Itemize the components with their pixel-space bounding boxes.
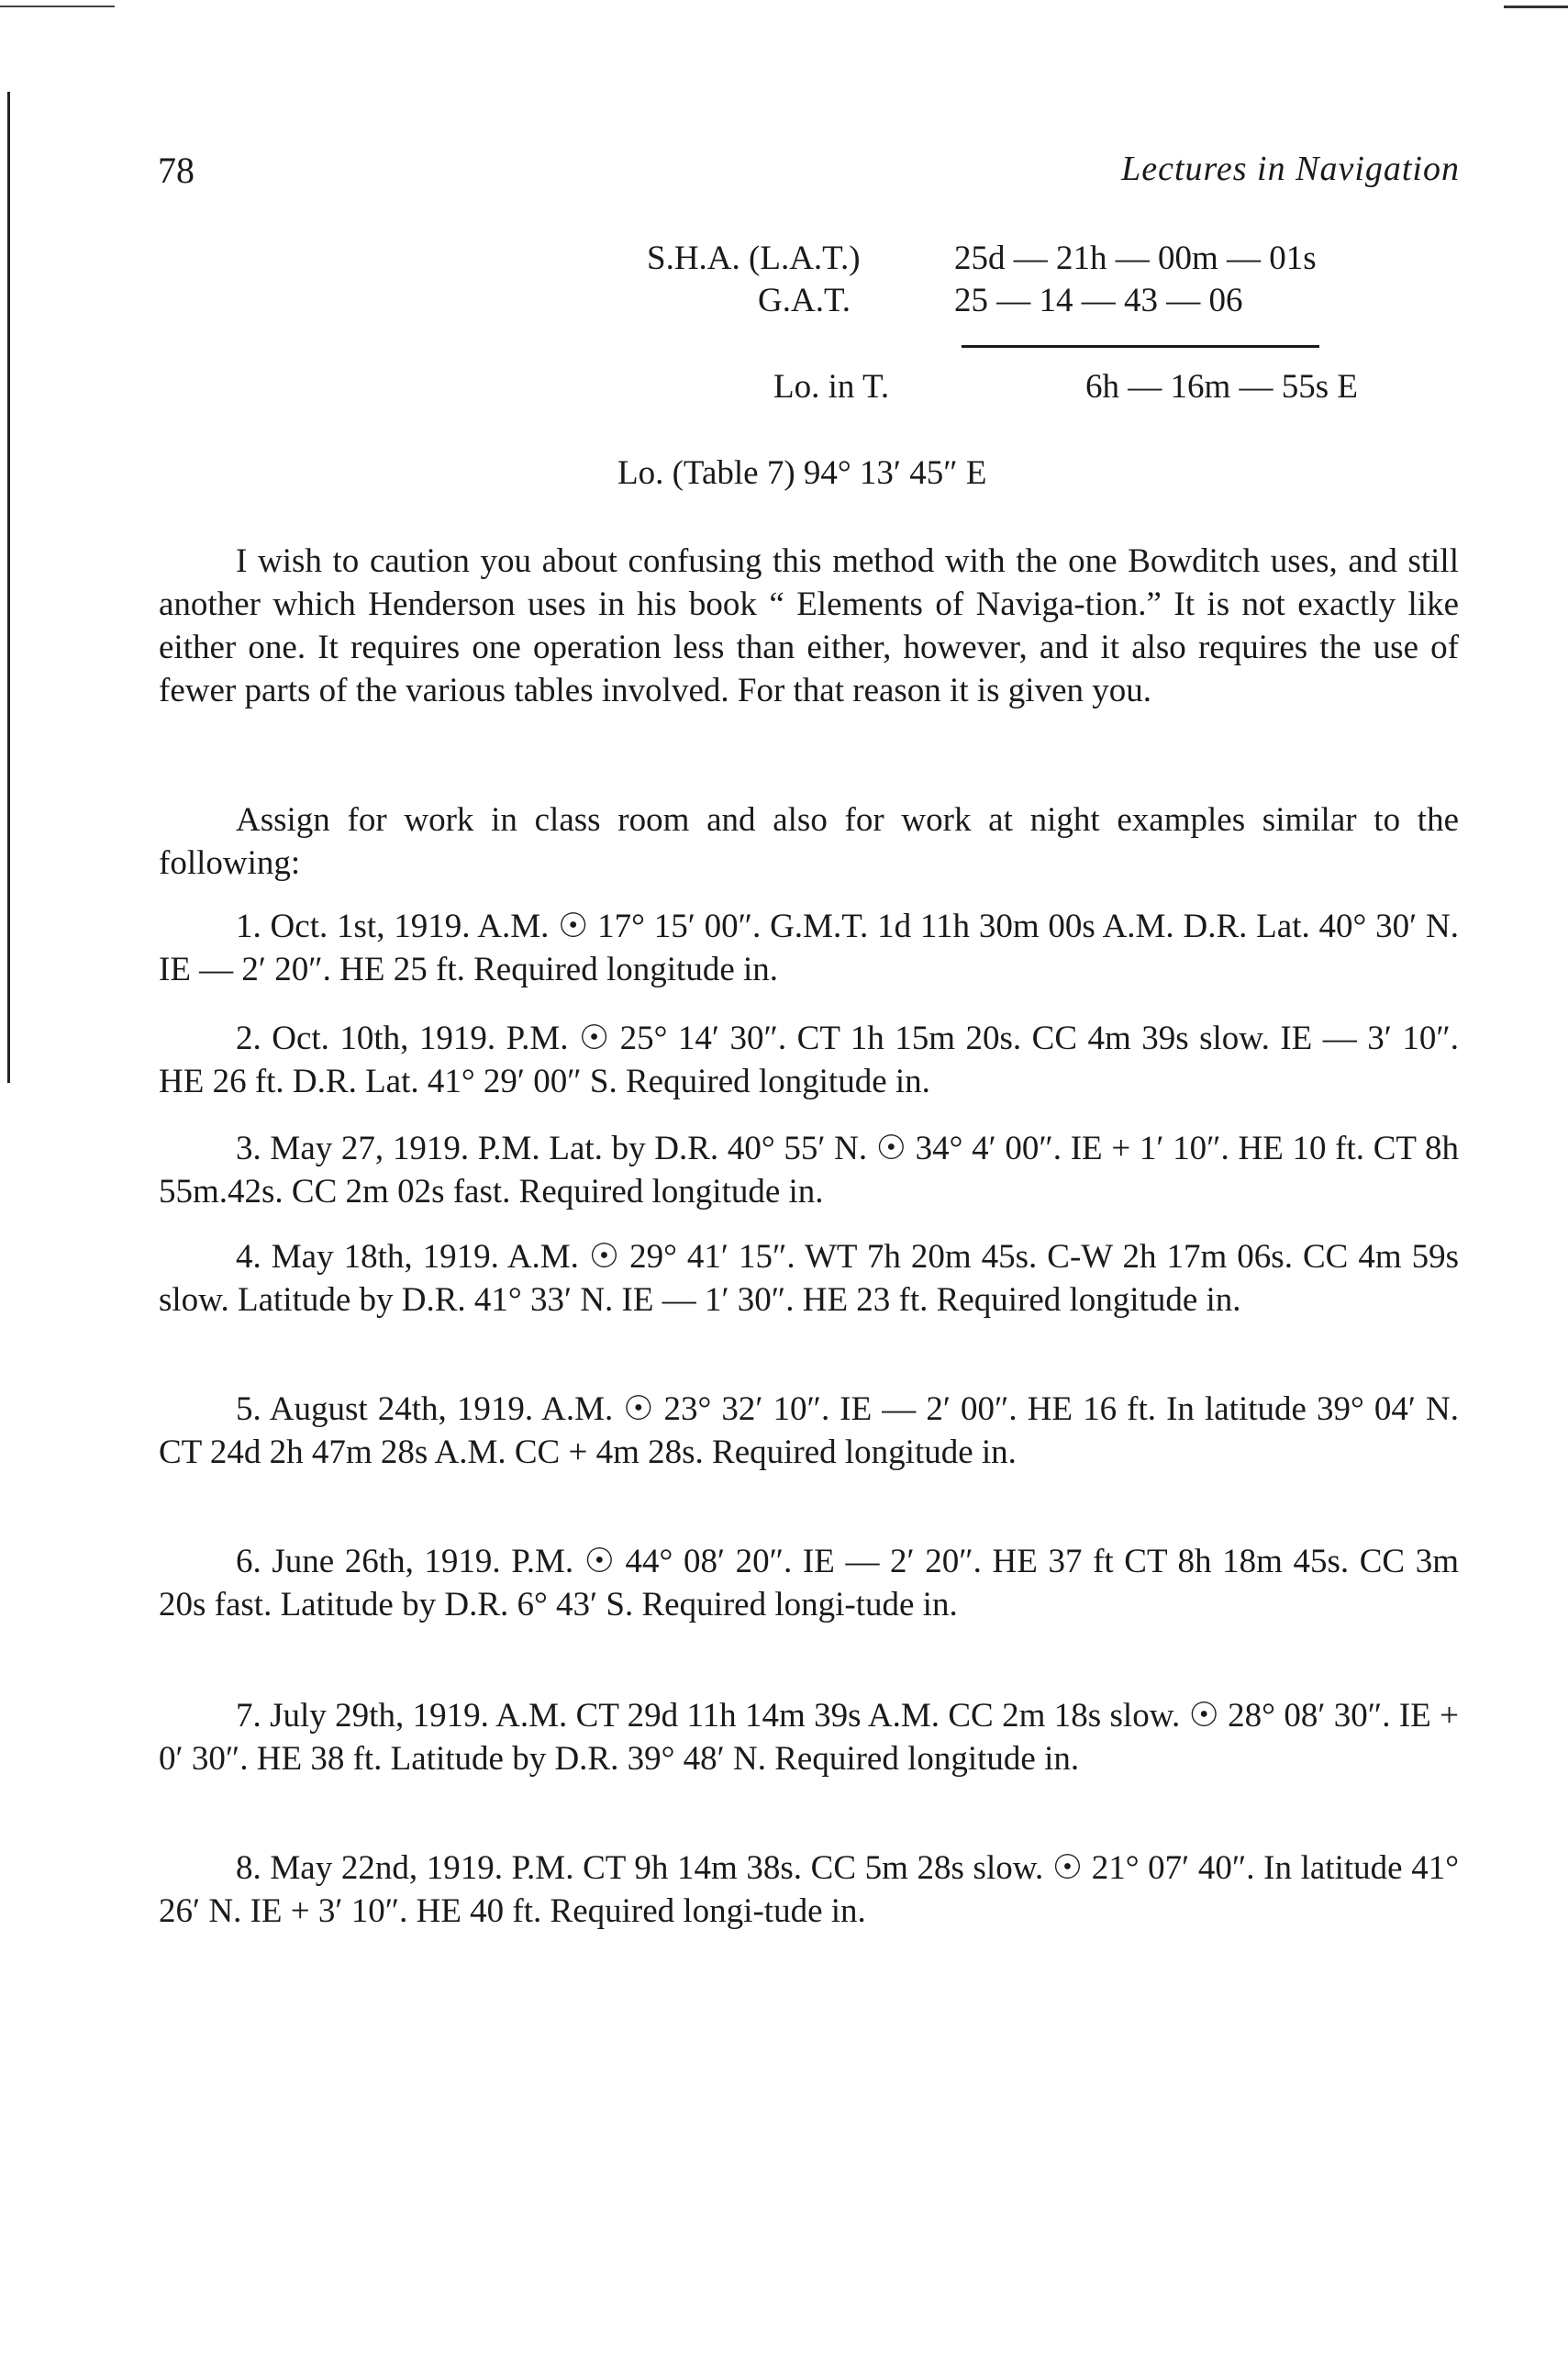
running-title: Lectures in Navigation bbox=[1121, 150, 1460, 188]
exercise-item: 2. Oct. 10th, 1919. P.M. ☉ 25° 14′ 30″. CT 1h 15m 20s. CC 4m 39s slow. IE — 3′ 10″. HE 26 ft. D.R. Lat. 41° 29′ 00″ S. Required longitude in. bbox=[159, 1020, 1459, 1100]
caution-paragraph: I wish to caution you about confusing this method with the one Bowditch uses, and still another which Henderson uses in his book “ Elements of Naviga-tion.” It is not exactly like either one. It requires one operation less than either, however, and it also requires the use of fewer parts of the various tables involved. For that reason it is given you. bbox=[159, 542, 1459, 709]
exercise-item: 5. August 24th, 1919. A.M. ☉ 23° 32′ 10″. IE — 2′ 00″. HE 16 ft. In latitude 39° 04′ N. CT 24d 2h 47m 28s A.M. CC + 4m 28s. Required longitude in. bbox=[159, 1390, 1459, 1471]
gat-label: G.A.T. bbox=[758, 282, 851, 319]
scan-edge-mark bbox=[7, 92, 10, 1083]
lo-in-time-label: Lo. in T. bbox=[773, 368, 890, 406]
exercise-item: 1. Oct. 1st, 1919. A.M. ☉ 17° 15′ 00″. G.M.T. 1d 11h 30m 00s A.M. D.R. Lat. 40° 30′ N. IE — 2′ 20″. HE 25 ft. Required longitude in. bbox=[159, 908, 1459, 988]
exercise-item: 3. May 27, 1919. P.M. Lat. by D.R. 40° 55′ N. ☉ 34° 4′ 00″. IE + 1′ 10″. HE 10 ft. CT 8h 55m.42s. CC 2m 02s fast. Required longitude in. bbox=[159, 1130, 1459, 1210]
exercise-item: 8. May 22nd, 1919. P.M. CT 9h 14m 38s. CC 5m 28s slow. ☉ 21° 07′ 40″. In latitude 41° 26′ N. IE + 3′ 10″. HE 40 ft. Required longi-tude in. bbox=[159, 1849, 1459, 1930]
exercise-item: 6. June 26th, 1919. P.M. ☉ 44° 08′ 20″. IE — 2′ 20″. HE 37 ft CT 8h 18m 45s. CC 3m 20s fast. Latitude by D.R. 6° 43′ S. Required longi-tude in. bbox=[159, 1543, 1459, 1623]
sum-rule bbox=[962, 345, 1319, 348]
sha-label: S.H.A. (L.A.T.) bbox=[647, 240, 861, 277]
exercise-item: 7. July 29th, 1919. A.M. CT 29d 11h 14m 39s A.M. CC 2m 18s slow. ☉ 28° 08′ 30″. IE + 0′ 30″. HE 38 ft. Latitude by D.R. 39° 48′ N. Required longitude in. bbox=[159, 1697, 1459, 1778]
lo-in-time-value: 6h — 16m — 55s E bbox=[1085, 368, 1359, 406]
scan-edge-mark bbox=[1504, 6, 1568, 8]
assignment-paragraph: Assign for work in class room and also for work at night examples similar to the following: bbox=[159, 801, 1459, 882]
longitude-result: Lo. (Table 7) 94° 13′ 45″ E bbox=[617, 454, 987, 492]
exercise-item: 4. May 18th, 1919. A.M. ☉ 29° 41′ 15″. WT 7h 20m 45s. C-W 2h 17m 06s. CC 4m 59s slow. Latitude by D.R. 41° 33′ N. IE — 1′ 30″. HE 23 ft. Required longitude in. bbox=[159, 1238, 1459, 1319]
page-number: 78 bbox=[158, 150, 195, 191]
gat-value: 25 — 14 — 43 — 06 bbox=[954, 282, 1243, 319]
scan-edge-mark bbox=[0, 6, 115, 7]
sha-value: 25d — 21h — 00m — 01s bbox=[954, 240, 1317, 277]
